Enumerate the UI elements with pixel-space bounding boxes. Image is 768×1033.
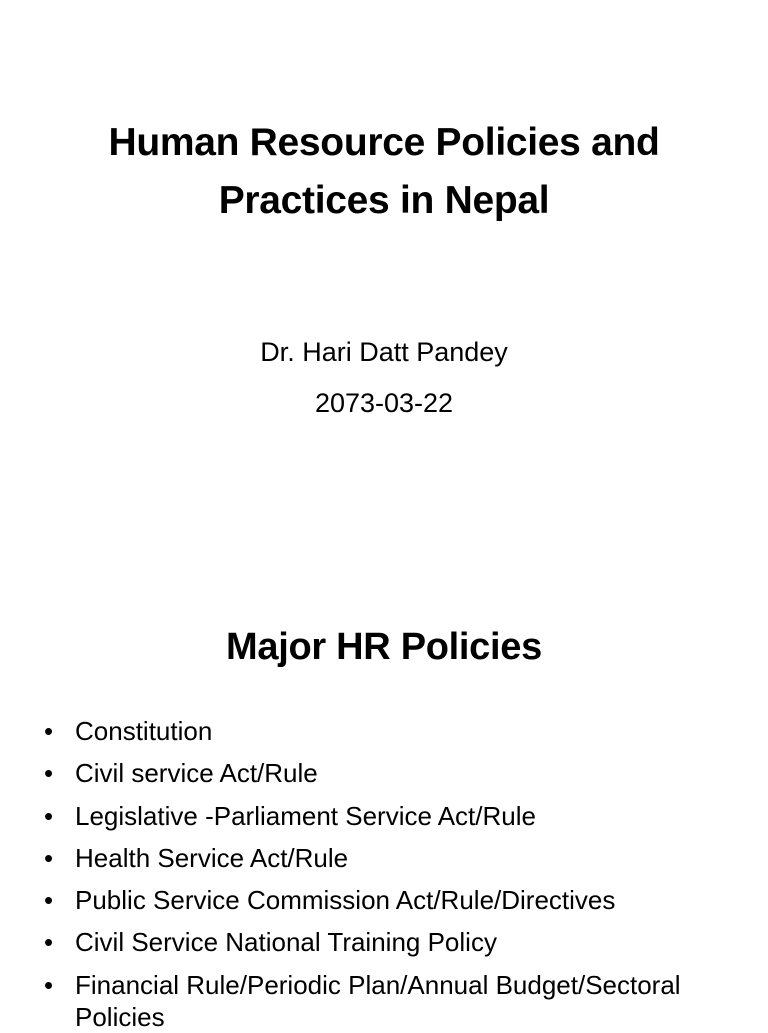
title-line: Human Resource Policies and: [108, 121, 660, 164]
presentation-title: [0, 114, 768, 230]
list-item: [44, 795, 744, 837]
list-item-text: Health Service Act/Rule: [75, 842, 349, 873]
list-item-text: Civil service Act/Rule: [75, 758, 318, 789]
bullet-icon: •: [44, 758, 54, 789]
list-item: [44, 837, 744, 879]
bullet-icon: •: [44, 716, 54, 746]
bullet-icon: •: [44, 842, 54, 873]
bullet-icon: •: [44, 969, 54, 1000]
list-item-text: Legislative -Parliament Service Act/Rule: [75, 800, 536, 831]
list-item-text: Constitution: [75, 716, 213, 746]
list-item: [44, 752, 744, 794]
slide-title: Major HR Policies: [226, 626, 542, 668]
list-item-text: Financial Rule/Periodic Plan/Annual Budget/Sectoral Policies: [75, 969, 681, 1032]
list-item-text: Public Service Commission Act/Rule/Directives: [75, 885, 616, 916]
policy-list: [44, 710, 744, 1033]
list-item: [44, 921, 744, 963]
content-slide: [0, 576, 768, 1032]
bullet-icon: •: [44, 885, 54, 916]
bullet-icon: •: [44, 800, 54, 831]
title-line: Practices in Nepal: [218, 179, 550, 222]
list-item-text: Civil Service National Training Policy: [75, 927, 497, 958]
list-item: [44, 964, 744, 1033]
list-item: [44, 879, 744, 921]
presentation-date: 2073-03-22: [314, 388, 454, 418]
bullet-icon: •: [44, 927, 54, 958]
author-name: Dr. Hari Datt Pandey: [260, 337, 508, 367]
list-item: [44, 710, 744, 752]
